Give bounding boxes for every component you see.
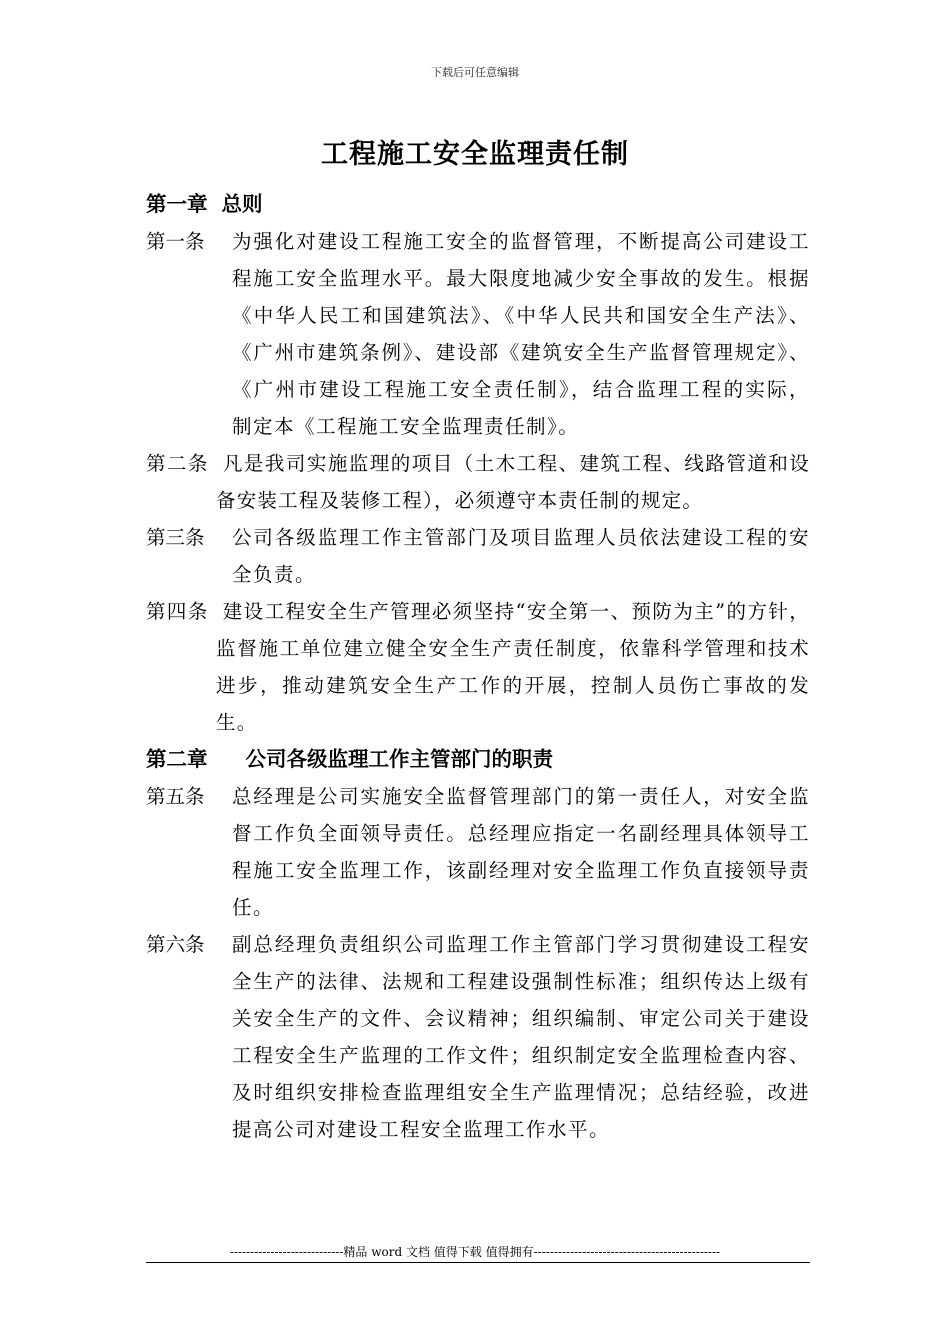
article-text: 为强化对建设工程施工安全的监督管理，不断提高公司建设工程施工安全监理水平。最大限度地减少安全事故的发生。根据《中华人民工和国建筑法》、《中华人民共和国安全生产法》、《广州市建筑条例》、建设部《建筑安全生产监督管理规定》、《广州市建设工程施工安全责任制》，结合监理工程的实际，制定本《工程施工安全监理责任制》。 — [232, 230, 810, 438]
chapter-heading — [146, 186, 810, 223]
article-label: 第五条 — [146, 785, 205, 808]
article-label: 第三条 — [146, 526, 205, 549]
article — [146, 223, 810, 445]
article — [146, 519, 810, 593]
article-label: 第二条 — [146, 452, 209, 475]
article — [146, 593, 810, 741]
article-text: 凡是我司实施监理的项目（土木工程、建筑工程、线路管道和设备安装工程及装修工程），必须遵守本责任制的规定。 — [216, 452, 810, 512]
footer-note: ----------------------------精品 word 文档 值得下载 值得拥有---------------------------------------------- — [229, 1245, 721, 1259]
footer-divider — [146, 1262, 810, 1263]
document-title: 工程施工安全监理责任制 — [321, 139, 629, 170]
article — [146, 778, 810, 926]
chapter-number: 第一章 — [146, 192, 208, 216]
article-text: 副总经理负责组织公司监理工作主管部门学习贯彻建设工程安全生产的法律、法规和工程建设强制性标准；组织传达上级有关安全生产的文件、会议精神；组织编制、审定公司关于建设工程安全生产监理的工作文件；组织制定安全监理检查内容、及时组织安排检查监理组安全生产监理情况；总结经验，改进提高公司对建设工程安全监理工作水平。 — [232, 933, 810, 1141]
article-text: 建设工程安全生产管理必须坚持“安全第一、预防为主”的方针，监督施工单位建立健全安全生产责任制度，依靠科学管理和技术进步，推动建筑安全生产工作的开展，控制人员伤亡事故的发生。 — [216, 600, 810, 734]
article-text: 总经理是公司实施安全监督管理部门的第一责任人，对安全监督工作负全面领导责任。总经理应指定一名副经理具体领导工程施工安全监理工作，该副经理对安全监理工作负直接领导责任。 — [232, 785, 810, 919]
chapter-name: 总则 — [221, 192, 263, 216]
article-label: 第四条 — [146, 600, 209, 623]
article-label: 第一条 — [146, 230, 205, 253]
article — [146, 926, 810, 1148]
chapter-heading — [146, 741, 810, 778]
article-label: 第六条 — [146, 933, 205, 956]
chapter-number: 第二章 — [146, 747, 208, 771]
article-text: 公司各级监理工作主管部门及项目监理人员依法建设工程的安全负责。 — [232, 526, 810, 586]
header-note: 下载后可任意编辑 — [431, 66, 519, 79]
article — [146, 445, 810, 519]
chapter-name: 公司各级监理工作主管部门的职责 — [245, 747, 553, 771]
document-body — [146, 186, 810, 1148]
